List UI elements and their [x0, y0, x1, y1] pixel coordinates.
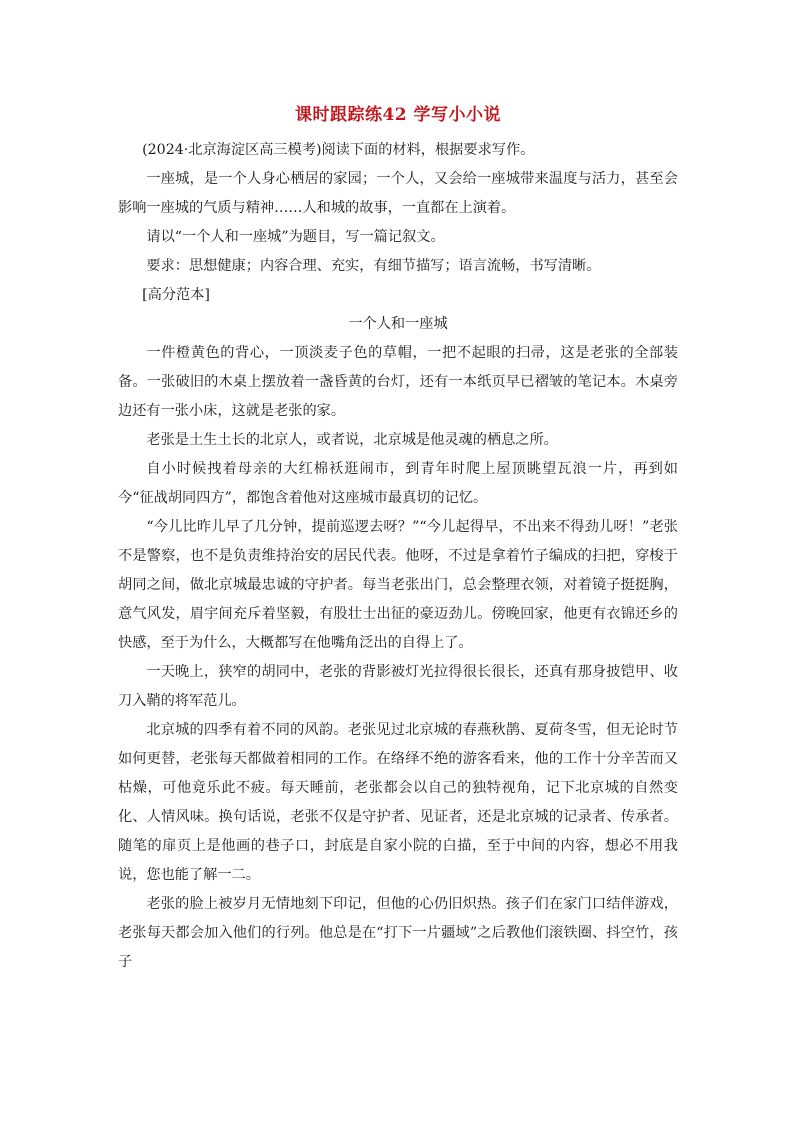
source-line: (2024·北京海淀区高三模考)阅读下面的材料，根据要求写作。: [142, 142, 535, 158]
document-page: [118, 100, 678, 977]
sample-label: [高分范本]: [142, 287, 210, 303]
page-title: 课时跟踪练42 学写小小说: [294, 105, 502, 125]
essay-paragraph: 北京城的四季有着不同的风韵。老张见过北京城的春燕秋鹊、夏荷冬雪，但无论时节如何更替，老张每天都做着相同的工作。在络绎不绝的游客看来，他的工作十分辛苦而又枯燥，可他竟乐此不疲。每天睡前，老张都会以自己的独特视角，记下北京城的自然变化、人情风味。换句话说，老张不仅是守护者、见证者，还是北京城的记录者、传承者。随笔的扉页上是他画的巷子口，封底是自家小院的白描，至于中间的内容，想必不用我说，您也能了解一二。: [118, 722, 678, 883]
essay-paragraph: “今儿比昨儿早了几分钟，提前巡逻去呀？”“今儿起得早，不出来不得劲儿呀！”老张不是警察，也不是负责维持治安的居民代表。他呀，不过是拿着竹子编成的扫把，穿梭于胡同之间，做北京城最忠诚的守护者。每当老张出门，总会整理衣领，对着镜子挺挺胸，意气风发，眉宇间充斥着坚毅，有股壮士出征的豪迈劲儿。傍晚回家，他更有衣锦还乡的快感，至于为什么，大概都写在他嘴角泛出的自得上了。: [118, 519, 678, 651]
essay-paragraph: 一件橙黄色的背心，一顶淡麦子色的草帽，一把不起眼的扫帚，这是老张的全部装备。一张破旧的木桌上摆放着一盏昏黄的台灯，还有一本纸页早已褶皱的笔记本。木桌旁边还有一张小床，这就是老张的家。: [118, 345, 678, 419]
instruction-paragraph: 请以“一个人和一座城”为题目，写一篇记叙文。: [146, 229, 445, 245]
requirements-paragraph: 要求：思想健康；内容合理、充实，有细节描写；语言流畅，书写清晰。: [146, 258, 601, 274]
prompt-paragraph: 一座城，是一个人身心栖居的家园；一个人，又会给一座城带来温度与活力，甚至会影响一座城的气质与精神……人和城的故事，一直都在上演着。: [118, 171, 678, 216]
essay-paragraph: 自小时候拽着母亲的大红棉袄逛闹市，到青年时爬上屋顶眺望瓦浪一片，再到如今“征战胡同四方”，都饱含着他对这座城市最真切的记忆。: [118, 461, 678, 506]
essay-title: 一个人和一座城: [348, 316, 448, 332]
essay-paragraph: 老张的脸上被岁月无情地刻下印记，但他的心仍旧炽热。孩子们在家门口结伴游戏，老张每天都会加入他们的行列。他总是在“打下一片疆域”之后教他们滚铁圈、抖空竹，孩子: [118, 896, 678, 970]
essay-paragraph: 老张是土生土长的北京人，或者说，北京城是他灵魂的栖息之所。: [146, 432, 558, 448]
essay-paragraph: 一天晚上，狭窄的胡同中，老张的背影被灯光拉得很长很长，还真有那身披铠甲、收刀入鞘的将军范儿。: [118, 664, 678, 709]
